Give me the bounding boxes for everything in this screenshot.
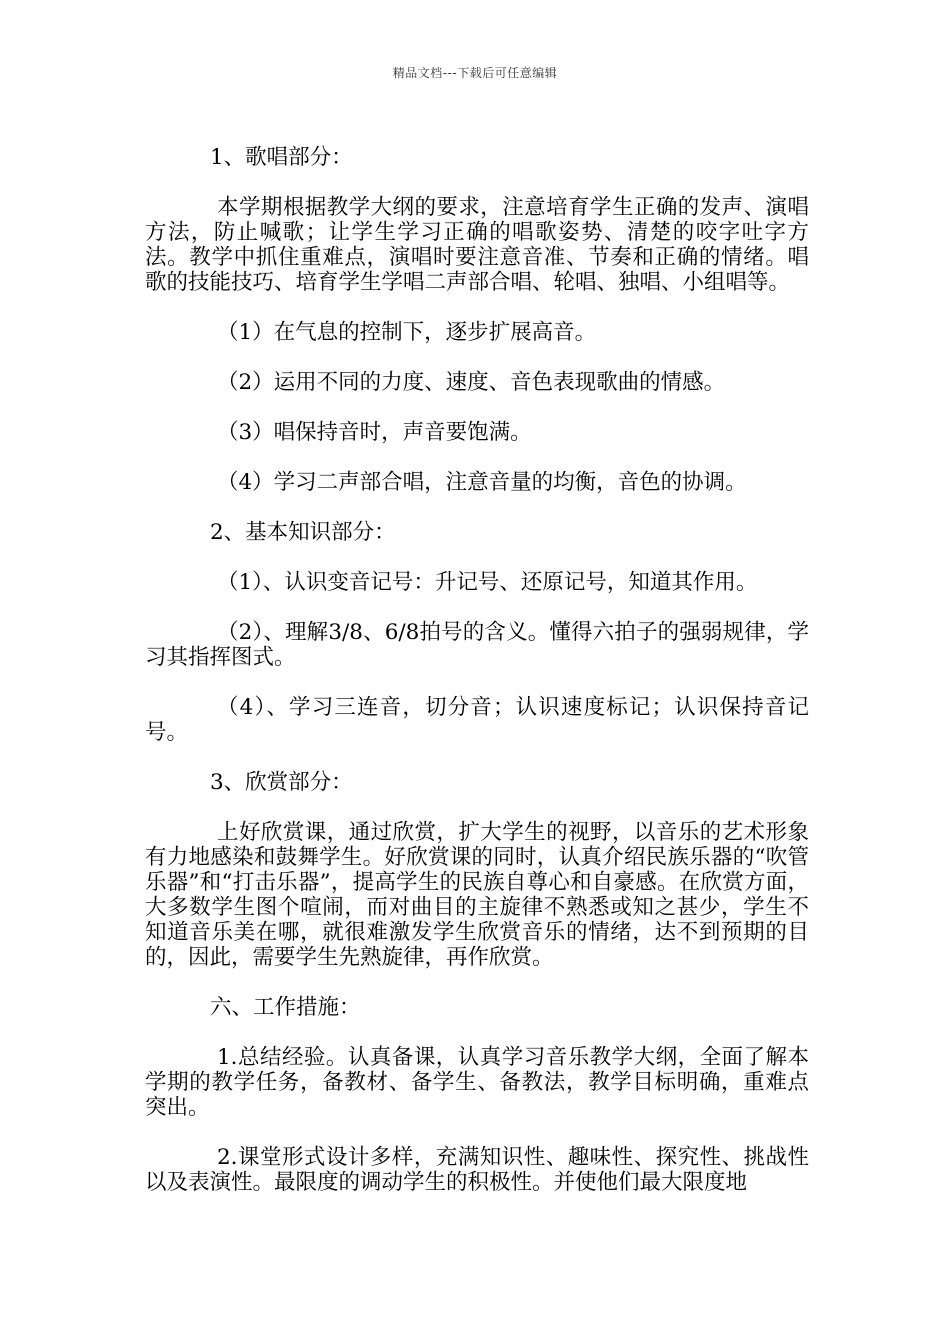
list-item-singing-4: （4）学习二声部合唱，注意音量的均衡，音色的协调。 <box>217 470 747 495</box>
list-item-knowledge-1: （1）、认识变音记号：升记号、还原记号，知道其作用。 <box>217 570 758 595</box>
list-item-measures-2: 2.课堂形式设计多样，充满知识性、趣味性、探究性、挑战性以及表演性。最限度的调动学生的积极性。并使他们最大限度地 <box>145 1145 809 1195</box>
section-heading-measures: 六、工作措施： <box>210 995 361 1020</box>
page-header: 精品文档---下载后可任意编辑 <box>392 66 558 80</box>
list-item-measures-1: 1.总结经验。认真备课，认真学习音乐教学大纲，全面了解本学期的教学任务，备教材、备学生、备教法，教学目标明确，重难点突出。 <box>145 1045 809 1120</box>
list-item-knowledge-2: （2）、理解3/8、6/8拍号的含义。懂得六拍子的强弱规律，学习其指挥图式。 <box>145 620 809 670</box>
document-body <box>145 145 809 1220</box>
list-item-singing-3: （3）唱保持音时，声音要饱满。 <box>217 420 532 445</box>
list-item-singing-1: （1）在气息的控制下，逐步扩展高音。 <box>217 320 597 345</box>
section-heading-appreciation: 3、欣赏部分： <box>210 770 353 795</box>
section-heading-knowledge: 2、基本知识部分： <box>210 520 396 545</box>
section-heading-singing: 1、歌唱部分： <box>210 145 353 170</box>
paragraph-singing-intro: 本学期根据教学大纲的要求，注意培育学生正确的发声、演唱方法，防止喊歌；让学生学习正确的唱歌姿势、清楚的咬字吐字方法。教学中抓住重难点，演唱时要注意音准、节奏和正确的情绪。唱歌的技能技巧、培育学生学唱二声部合唱、轮唱、独唱、小组唱等。 <box>145 195 809 295</box>
list-item-singing-2: （2）运用不同的力度、速度、音色表现歌曲的情感。 <box>217 370 726 395</box>
paragraph-appreciation: 上好欣赏课，通过欣赏，扩大学生的视野，以音乐的艺术形象有力地感染和鼓舞学生。好欣赏课的同时，认真介绍民族乐器的“吹管乐器”和“打击乐器”，提高学生的民族自尊心和自豪感。在欣赏方面，大多数学生图个喧闹，而对曲目的主旋律不熟悉或知之甚少，学生不知道音乐美在哪，就很难激发学生欣赏音乐的情绪，达不到预期的目的，因此，需要学生先熟旋律，再作欣赏。 <box>145 820 809 970</box>
list-item-knowledge-4: （4）、学习三连音，切分音；认识速度标记；认识保持音记号。 <box>145 695 809 745</box>
